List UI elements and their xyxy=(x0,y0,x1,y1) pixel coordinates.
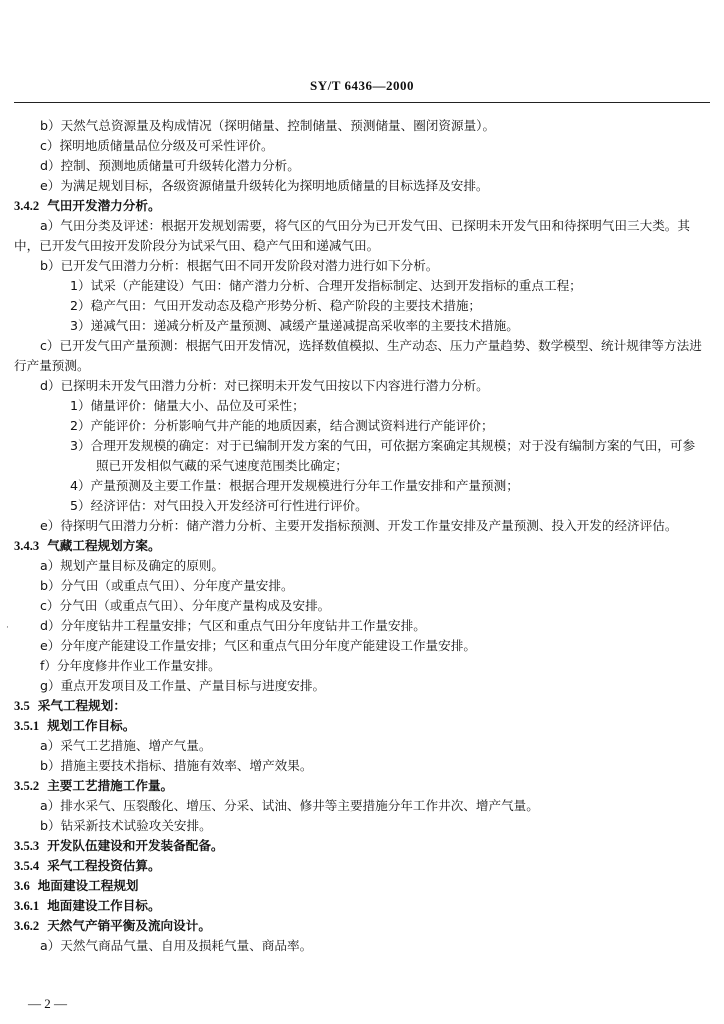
paragraph-line: 3）递减气田：递减分析及产量预测、减缓产量递减提高采收率的主要技术措施。 xyxy=(70,318,519,333)
section-number: 3.5.4 xyxy=(14,859,40,873)
paragraph-line: a）天然气商品气量、自用及损耗气量、商品率。 xyxy=(40,938,313,953)
paragraph-line: d）分年度钻井工程量安排；气区和重点气田分年度钻井工作量安排。 xyxy=(40,618,426,633)
section-title: 开发队伍建设和开发装备配备。 xyxy=(47,838,224,853)
document-body xyxy=(14,116,704,956)
paragraph-line: a）排水采气、压裂酸化、增压、分采、试油、修井等主要措施分年工作井次、增产气量。 xyxy=(40,798,539,813)
section-title: 地面建设工作目标。 xyxy=(47,898,161,913)
section-number: 3.5.3 xyxy=(14,839,40,853)
paragraph-line: 1）储量评价：储量大小、品位及可采性； xyxy=(70,398,305,413)
paragraph-line: c）分气田（或重点气田）、分年度产量构成及安排。 xyxy=(40,598,331,613)
section-heading xyxy=(14,856,704,876)
section-title: 采气工程规划： xyxy=(37,698,126,713)
section-title: 采气工程投资估算。 xyxy=(47,858,161,873)
paragraph-line: a）规划产量目标及确定的原则。 xyxy=(40,558,225,573)
section-heading xyxy=(14,836,704,856)
section-heading xyxy=(14,536,704,556)
section-heading xyxy=(14,776,704,796)
page-number: — 2 — xyxy=(28,996,67,1011)
section-number: 3.4.2 xyxy=(14,199,40,213)
paragraph-line: 2）稳产气田：气田开发动态及稳产形势分析、稳产阶段的主要技术措施； xyxy=(70,298,482,313)
section-number: 3.5 xyxy=(14,699,30,713)
section-title: 天然气产销平衡及流向设计。 xyxy=(47,918,211,933)
section-title: 气藏工程规划方案。 xyxy=(47,538,161,553)
section-number: 3.6.1 xyxy=(14,899,40,913)
paragraph-line: c）探明地质储量品位分级及可采性评价。 xyxy=(40,138,274,153)
margin-mark: · xyxy=(6,623,9,633)
paragraph-line: g）重点开发项目及工作量、产量目标与进度安排。 xyxy=(40,678,326,693)
section-number: 3.6.2 xyxy=(14,919,40,933)
section-title: 规划工作目标。 xyxy=(47,718,136,733)
paragraph-line: 3）合理开发规模的确定：对于已编制开发方案的气田，可依据方案确定其规模；对于没有编制方案的气田，可参照已开发相似气藏的采气速度范围类比确定； xyxy=(70,438,696,473)
section-number: 3.4.3 xyxy=(14,539,40,553)
paragraph-line: b）已开发气田潜力分析：根据气田不同开发阶段对潜力进行如下分析。 xyxy=(40,258,439,273)
paragraph-line: 2）产能评价：分析影响气井产能的地质因素，结合测试资料进行产能评价； xyxy=(70,418,494,433)
paragraph-line: 1）试采（产能建设）气田：储产潜力分析、合理开发指标制定、达到开发指标的重点工程； xyxy=(70,278,582,293)
paragraph-line: d）已探明未开发气田潜力分析：对已探明未开发气田按以下内容进行潜力分析。 xyxy=(40,378,489,393)
section-title: 地面建设工程规划 xyxy=(37,878,139,893)
paragraph-line: f）分年度修井作业工作量安排。 xyxy=(40,658,221,673)
section-heading xyxy=(14,916,704,936)
page-header-code: SY/T 6436—2000 xyxy=(310,78,414,93)
section-title: 主要工艺措施工作量。 xyxy=(47,778,174,793)
section-heading xyxy=(14,896,704,916)
paragraph-line: b）分气田（或重点气田）、分年度产量安排。 xyxy=(40,578,294,593)
paragraph-line: b）钻采新技术试验攻关安排。 xyxy=(40,818,212,833)
paragraph-line: e）待探明气田潜力分析：储产潜力分析、主要开发指标预测、开发工作量安排及产量预测、投入开发的经济评估。 xyxy=(40,518,678,533)
paragraph-line: d）控制、预测地质储量可升级转化潜力分析。 xyxy=(40,158,300,173)
section-heading xyxy=(14,196,704,216)
section-heading xyxy=(14,696,704,716)
paragraph-line: a）气田分类及评述：根据开发规划需要，将气区的气田分为已开发气田、已探明未开发气田和待探明气田三大类。其中，已开发气田按开发阶段分为试采气田、稳产气田和递减气田。 xyxy=(14,218,690,253)
paragraph-line: e）分年度产能建设工作量安排；气区和重点气田分年度产能建设工作量安排。 xyxy=(40,638,476,653)
section-number: 3.5.1 xyxy=(14,719,40,733)
paragraph-line: e）为满足规划目标，各级资源储量升级转化为探明地质储量的目标选择及安排。 xyxy=(40,178,489,193)
paragraph-line: 4）产量预测及主要工作量：根据合理开发规模进行分年工作量安排和产量预测； xyxy=(70,478,519,493)
paragraph-line: b）措施主要技术指标、措施有效率、增产效果。 xyxy=(40,758,313,773)
section-heading xyxy=(14,716,704,736)
section-title: 气田开发潜力分析。 xyxy=(47,198,161,213)
header-rule xyxy=(14,102,710,103)
paragraph-line: 5）经济评估：对气田投入开发经济可行性进行评价。 xyxy=(70,498,368,513)
paragraph-line: b）天然气总资源量及构成情况（探明储量、控制储量、预测储量、圈闭资源量）。 xyxy=(40,118,496,133)
section-number: 3.6 xyxy=(14,879,30,893)
section-heading xyxy=(14,876,704,896)
paragraph-line: c）已开发气田产量预测：根据气田开发情况，选择数值模拟、生产动态、压力产量趋势、数学模型、统计规律等方法进行产量预测。 xyxy=(14,338,702,373)
paragraph-line: a）采气工艺措施、增产气量。 xyxy=(40,738,212,753)
section-number: 3.5.2 xyxy=(14,779,40,793)
